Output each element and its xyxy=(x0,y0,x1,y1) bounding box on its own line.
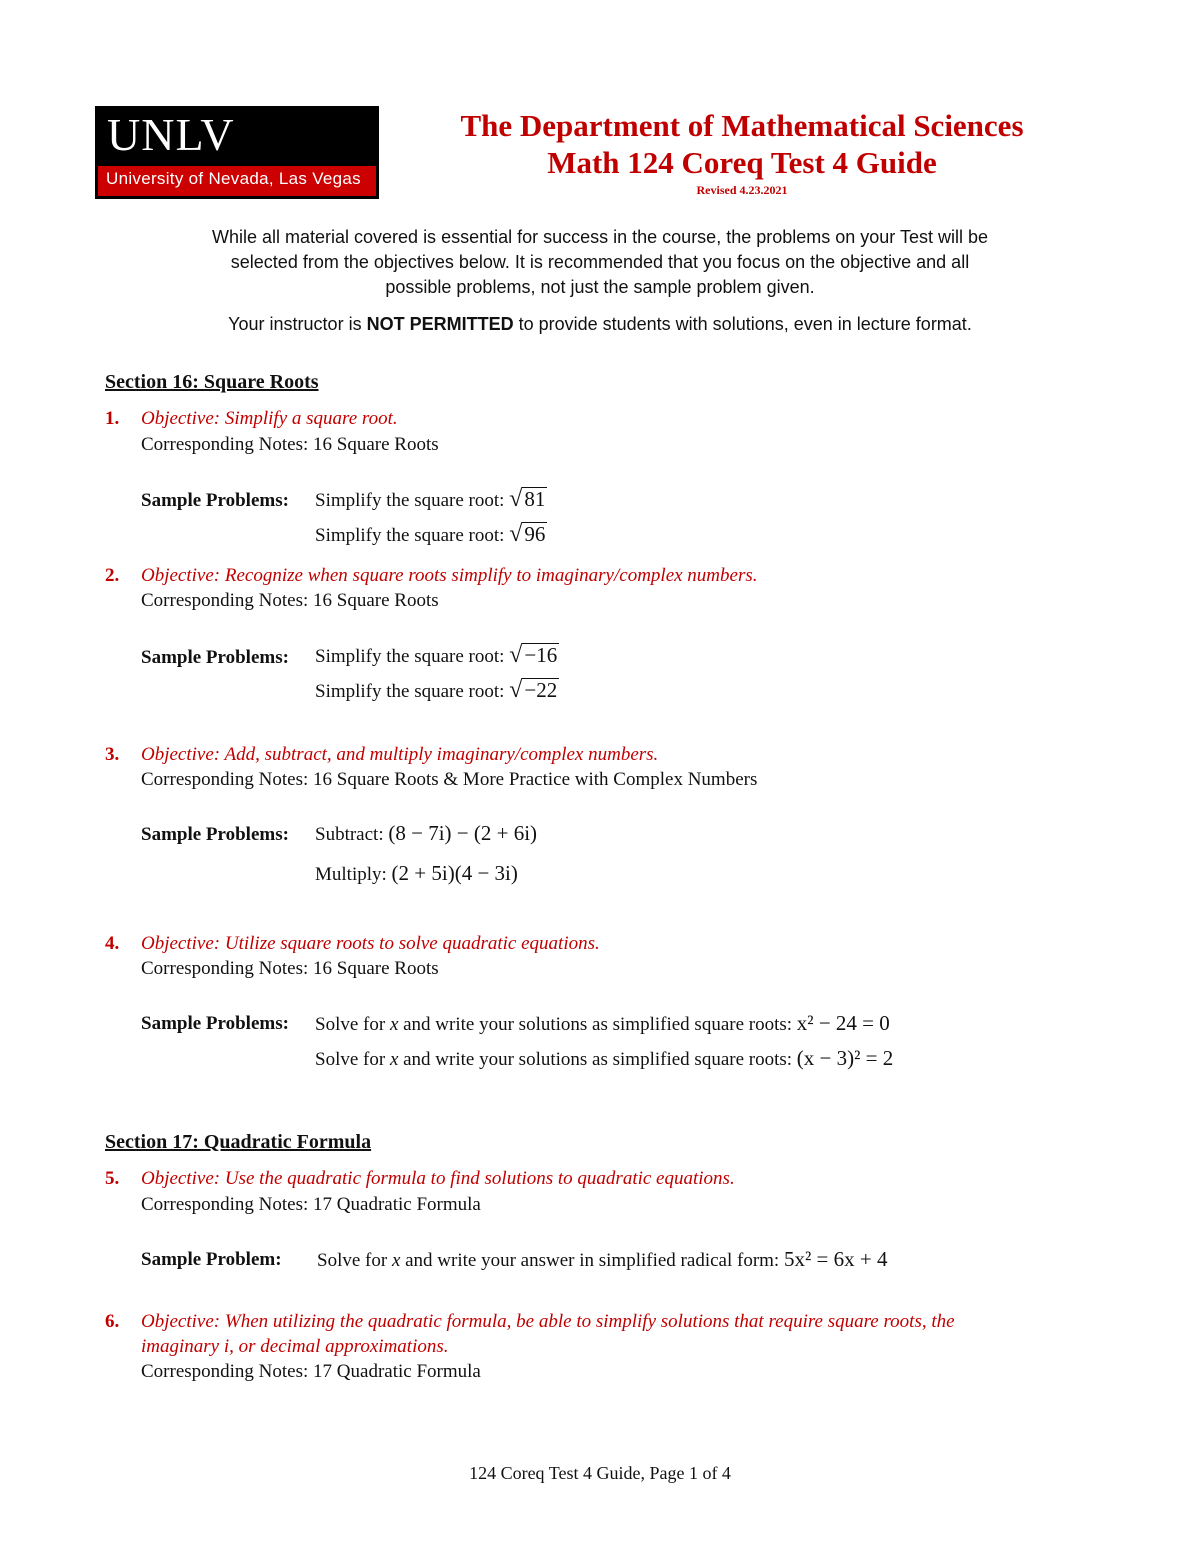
intro-line: While all material covered is essential for success in the course, the problems on your Test will be xyxy=(211,227,988,247)
objective-text: Objective: Utilize square roots to solve quadratic equations. xyxy=(141,933,600,954)
sample-problem xyxy=(317,1247,887,1272)
objective-text: imaginary i, or decimal approximations. xyxy=(141,1336,449,1357)
objective-text: Objective: Use the quadratic formula to find solutions to quadratic equations. xyxy=(141,1168,735,1189)
radicand: 96 xyxy=(524,522,546,546)
notice-text: to provide students with solutions, even in lecture format. xyxy=(513,314,972,334)
problem-text: and write your answer in simplified radical form: xyxy=(400,1250,780,1271)
section-heading: Section 16: Square Roots xyxy=(105,371,319,393)
sample-problem xyxy=(315,642,559,669)
problem-text: Solve for xyxy=(315,1014,390,1035)
math-expression: √−16 xyxy=(509,642,558,668)
problem-text: Simplify the square root: xyxy=(315,646,505,667)
problem-text: Simplify the square root: xyxy=(315,490,505,511)
objective-text: Objective: Recognize when square roots simplify to imaginary/complex numbers. xyxy=(141,565,758,586)
sample-problem-label: Sample Problem: xyxy=(141,1249,282,1270)
corresponding-notes: Corresponding Notes: 17 Quadratic Formula xyxy=(141,1361,481,1382)
sample-problem xyxy=(315,1046,893,1071)
logo-wordmark: UNLV xyxy=(107,109,235,160)
corresponding-notes: Corresponding Notes: 16 Square Roots xyxy=(141,434,439,455)
revised-date: Revised 4.23.2021 xyxy=(696,183,788,197)
sample-problem xyxy=(315,521,547,548)
objective-text: Objective: Simplify a square root. xyxy=(141,408,398,429)
math-expression: √81 xyxy=(509,486,546,512)
objective-number: 3. xyxy=(105,744,120,765)
intro-paragraph xyxy=(120,225,1080,300)
intro-line: possible problems, not just the sample problem given. xyxy=(385,277,815,297)
sample-problem xyxy=(315,821,537,846)
objective-number: 6. xyxy=(105,1311,120,1332)
sample-problem xyxy=(315,677,559,704)
variable: x xyxy=(389,1014,399,1035)
department-title: The Department of Mathematical Sciences xyxy=(460,108,1024,143)
sample-problems-label: Sample Problems: xyxy=(141,647,289,668)
problem-text: Subtract: xyxy=(315,824,384,845)
math-expression: √−22 xyxy=(509,677,558,703)
section-heading: Section 17: Quadratic Formula xyxy=(105,1131,372,1153)
math-expression: (2 + 5i)(4 − 3i) xyxy=(391,861,518,885)
problem-text: Solve for xyxy=(315,1049,390,1070)
problem-text: Solve for xyxy=(317,1250,392,1271)
logo-subtitle: University of Nevada, Las Vegas xyxy=(106,169,361,188)
objective-text: Objective: Add, subtract, and multiply imaginary/complex numbers. xyxy=(141,744,659,765)
corresponding-notes: Corresponding Notes: 17 Quadratic Formula xyxy=(141,1194,481,1215)
problem-text: and write your solutions as simplified square roots: xyxy=(398,1049,793,1070)
unlv-logo xyxy=(95,106,379,199)
problem-text: Simplify the square root: xyxy=(315,525,505,546)
variable: x xyxy=(391,1250,401,1271)
math-expression: (x − 3)² = 2 xyxy=(796,1046,894,1070)
guide-title: Math 124 Coreq Test 4 Guide xyxy=(547,145,937,180)
variable: x xyxy=(389,1049,399,1070)
page-footer: 124 Coreq Test 4 Guide, Page 1 of 4 xyxy=(469,1463,731,1483)
sample-problem xyxy=(315,486,547,513)
notice-text: Your instructor is xyxy=(228,314,367,334)
problem-text: Multiply: xyxy=(315,864,387,885)
sample-problems-label: Sample Problems: xyxy=(141,490,289,511)
notice-emphasis: NOT PERMITTED xyxy=(366,314,514,334)
problem-text: and write your solutions as simplified square roots: xyxy=(398,1014,793,1035)
sample-problems-label: Sample Problems: xyxy=(141,1013,289,1034)
corresponding-notes: Corresponding Notes: 16 Square Roots xyxy=(141,958,439,979)
objective-number: 5. xyxy=(105,1168,120,1189)
objective-text: Objective: When utilizing the quadratic formula, be able to simplify solutions that require square roots, the xyxy=(141,1311,955,1332)
math-expression: 5x² = 6x + 4 xyxy=(783,1247,888,1271)
logo-red-bar xyxy=(98,166,376,196)
problem-text: Simplify the square root: xyxy=(315,681,505,702)
intro-line: selected from the objectives below. It is recommended that you focus on the objective and all xyxy=(230,252,970,272)
sample-problem xyxy=(315,1011,890,1036)
objective-number: 2. xyxy=(105,565,120,586)
radicand: −22 xyxy=(524,678,558,702)
radicand: −16 xyxy=(524,643,558,667)
corresponding-notes: Corresponding Notes: 16 Square Roots xyxy=(141,590,439,611)
objective-number: 1. xyxy=(105,408,120,429)
math-expression: √96 xyxy=(509,521,546,547)
permission-notice xyxy=(120,312,1080,337)
radicand: 81 xyxy=(524,487,546,511)
corresponding-notes: Corresponding Notes: 16 Square Roots & More Practice with Complex Numbers xyxy=(141,769,758,790)
objective-number: 4. xyxy=(105,933,120,954)
math-expression: (8 − 7i) − (2 + 6i) xyxy=(388,821,538,845)
sample-problem xyxy=(315,861,518,886)
math-expression: x² − 24 = 0 xyxy=(796,1011,890,1035)
sample-problems-label: Sample Problems: xyxy=(141,824,289,845)
